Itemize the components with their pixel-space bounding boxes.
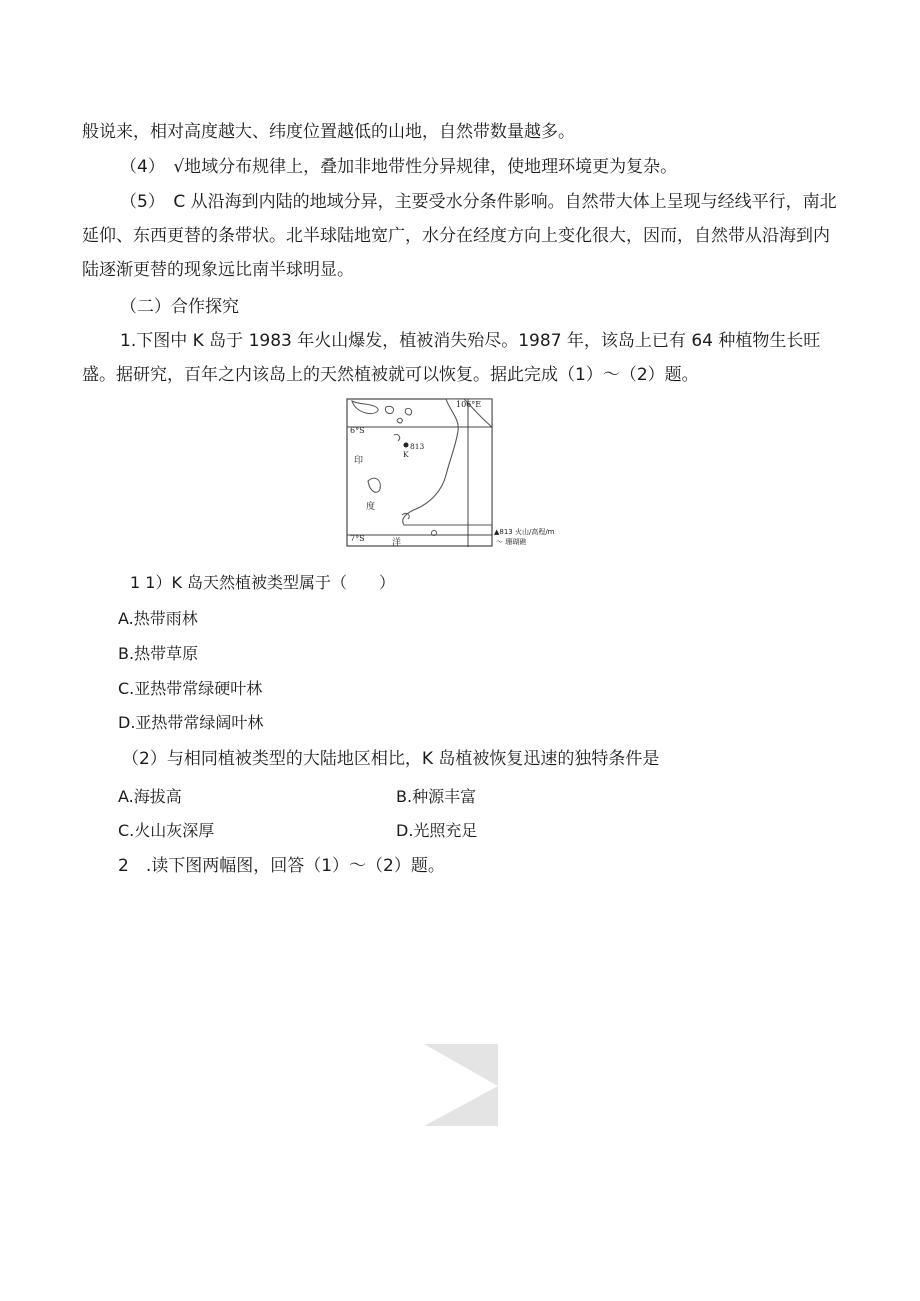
island-k-label: K (403, 450, 409, 459)
option-c: C.亚热带常绿硬叶林 (118, 679, 263, 698)
paragraph: （5） C 从沿海到内陆的地域分异，主要受水分条件影响。自然带大体上呈现与经线平行，南北延仰、东西更替的条带状。北半球陆地宽广，水分在经度方向上变化很大，因而，自然带从沿海到内陆逐渐更替的现象远比南半球明显。 (82, 192, 837, 280)
option-c: C.火山灰深厚 (118, 821, 215, 840)
text-line: 般说来，相对高度越大、纬度位置越低的山地，自然带数量越多。 (82, 122, 575, 142)
question-intro: 1.下图中 K 岛于 1983 年火山爆发，植被消失殆尽。1987 年，该岛上已有 64 种植物生长旺盛。据研究，百年之内该岛上的天然植被就可以恢复。据此完成（1）～（2）题。 (82, 331, 821, 385)
option-d: D.亚热带常绿阔叶林 (118, 713, 264, 732)
play-icon (424, 1044, 498, 1126)
media-placeholder (424, 1044, 498, 1126)
longitude-label: 106°E (456, 400, 482, 409)
volcano-k-marker (404, 443, 409, 448)
option-a: A.海拔高 (118, 787, 182, 806)
latitude-bottom-label: 7°S (350, 534, 365, 543)
option-b: B.种源丰富 (396, 787, 477, 806)
ocean-char: 洋 (392, 538, 402, 548)
legend-reef: ～ 珊瑚礁 (496, 538, 527, 546)
text-line: （4） √地域分布规律上，叠加非地带性分异规律，使地理环境更为复杂。 (120, 157, 678, 177)
legend-volcano: ▲813 火山/高程/m (494, 528, 555, 536)
latitude-top-label: 6°S (350, 426, 365, 435)
question-1-1: 1 1）K 岛天然植被类型属于（ ） (130, 573, 396, 592)
question-1-2: （2）与相同植被类型的大陆地区相比，K 岛植被恢复迅速的独特条件是 (122, 749, 660, 769)
option-b: B.热带草原 (118, 644, 199, 663)
question-2-intro: 2 .读下图两幅图，回答（1）～（2）题。 (118, 856, 445, 876)
option-a: A.热带雨林 (118, 609, 198, 628)
ocean-char: 印 (354, 456, 364, 466)
section-heading: （二）合作探究 (120, 297, 239, 317)
ocean-char: 度 (366, 502, 376, 512)
peak-label: 813 (410, 442, 425, 451)
option-d: D.光照充足 (396, 821, 478, 840)
island-map (346, 397, 560, 551)
